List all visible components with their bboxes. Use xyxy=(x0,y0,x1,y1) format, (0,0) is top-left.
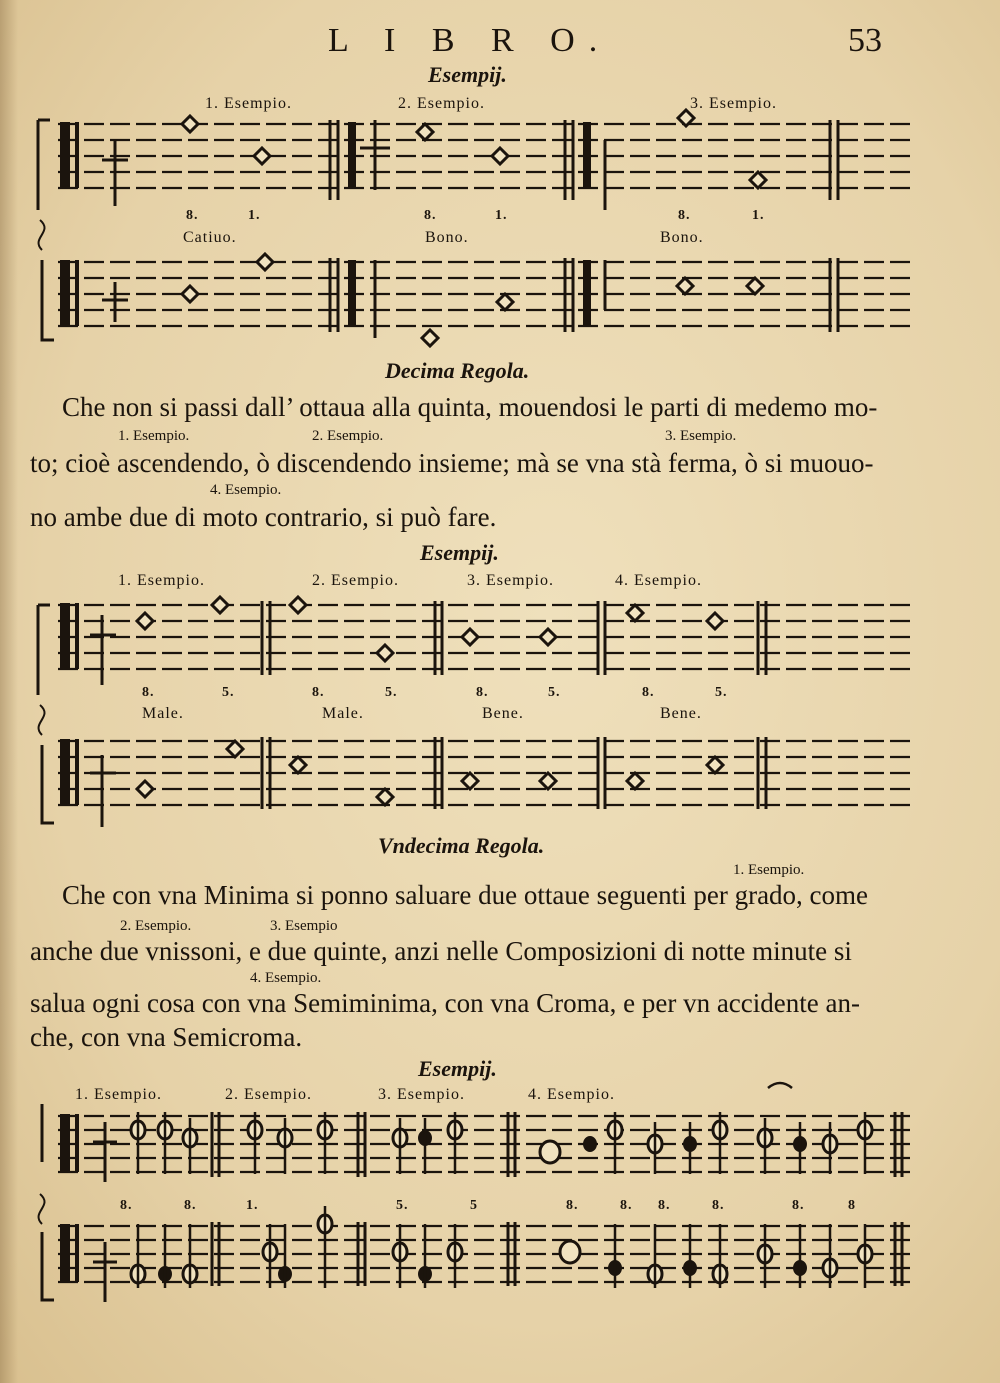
verdict-label: Male. xyxy=(322,705,364,722)
interval-label: 5. xyxy=(548,685,561,700)
example-label: 2. Esempio. xyxy=(312,572,399,589)
example-label: 1. Esempio. xyxy=(205,95,292,112)
interval-label: 8. xyxy=(620,1198,633,1213)
interval-label: 8. xyxy=(678,208,691,223)
verdict-label: Male. xyxy=(142,705,184,722)
interval-label: 8. xyxy=(120,1198,133,1213)
examples-caption-3: Esempij. xyxy=(418,1056,497,1081)
verdict-label: Bono. xyxy=(660,229,704,246)
interval-label: 8. xyxy=(476,685,489,700)
interval-label: 8. xyxy=(642,685,655,700)
interval-label: 8. xyxy=(312,685,325,700)
interval-label: 8. xyxy=(712,1198,725,1213)
interval-label: 1. xyxy=(246,1198,259,1213)
verdict-label: Bene. xyxy=(660,705,702,722)
interval-label: 8. xyxy=(566,1198,579,1213)
interval-label: 5. xyxy=(715,685,728,700)
example-label: 3. Esempio. xyxy=(690,95,777,112)
interval-label: 8. xyxy=(184,1198,197,1213)
interval-label: 8. xyxy=(142,685,155,700)
rule-title: Vndecima Regola. xyxy=(378,833,545,858)
example-label: 2. Esempio. xyxy=(120,918,192,934)
rule-text-line: to; cioè ascendendo, ò discendendo insieme; mà se vna stà ferma, ò si muouo- xyxy=(30,448,874,478)
interval-label: 8 xyxy=(848,1198,856,1213)
interval-label: 1. xyxy=(752,208,765,223)
rule-text-line: salua ogni cosa con vna Semiminima, con vna Croma, e per vn accidente an- xyxy=(30,988,860,1018)
interval-label: 8. xyxy=(186,208,199,223)
examples-caption-2: Esempij. xyxy=(420,540,499,565)
example-label: 1. Esempio. xyxy=(118,428,190,444)
running-header: L I B R O. xyxy=(328,22,612,59)
interval-label: 5. xyxy=(222,685,235,700)
examples-caption-1: Esempij. xyxy=(428,62,507,87)
interval-label: 5. xyxy=(385,685,398,700)
example-label: 2. Esempio. xyxy=(225,1086,312,1103)
example-label: 3. Esempio. xyxy=(665,428,737,444)
interval-label: 5 xyxy=(470,1198,478,1213)
verdict-label: Bono. xyxy=(425,229,469,246)
interval-label: 8. xyxy=(658,1198,671,1213)
example-label: 3. Esempio xyxy=(270,918,338,934)
example-label: 4. Esempio. xyxy=(615,572,702,589)
interval-label: 1. xyxy=(248,208,261,223)
rule-text-line: no ambe due di moto contrario, si può fare. xyxy=(30,502,497,532)
page-number: 53 xyxy=(848,22,882,59)
example-label: 4. Esempio. xyxy=(250,970,322,986)
example-label: 4. Esempio. xyxy=(210,482,282,498)
example-label: 2. Esempio. xyxy=(312,428,384,444)
example-label: 1. Esempio. xyxy=(75,1086,162,1103)
rule-text-line: che, con vna Semicroma. xyxy=(30,1022,303,1052)
music-system-1 xyxy=(30,110,910,350)
rule-text-line: Che non si passi dall’ ottaua alla quinta, mouendosi le parti di medemo mo- xyxy=(62,392,878,422)
interval-label: 8. xyxy=(792,1198,805,1213)
interval-label: 8. xyxy=(424,208,437,223)
rule-text-line: anche due vnissoni, e due quinte, anzi nelle Composizioni di notte minute si xyxy=(30,936,852,966)
page-gutter-shadow xyxy=(0,0,18,1383)
example-label: 1. Esempio. xyxy=(118,572,205,589)
example-label: 3. Esempio. xyxy=(467,572,554,589)
verdict-label: Catiuo. xyxy=(183,229,237,246)
example-label: 1. Esempio. xyxy=(733,862,805,878)
example-label: 2. Esempio. xyxy=(398,95,485,112)
interval-label: 5. xyxy=(396,1198,409,1213)
rule-text-line: Che con vna Minima si ponno saluare due ottaue seguenti per grado, come xyxy=(62,880,869,910)
verdict-label: Bene. xyxy=(482,705,524,722)
example-label: 3. Esempio. xyxy=(378,1086,465,1103)
interval-label: 1. xyxy=(495,208,508,223)
rule-title: Decima Regola. xyxy=(385,358,530,383)
example-label: 4. Esempio. xyxy=(528,1086,615,1103)
